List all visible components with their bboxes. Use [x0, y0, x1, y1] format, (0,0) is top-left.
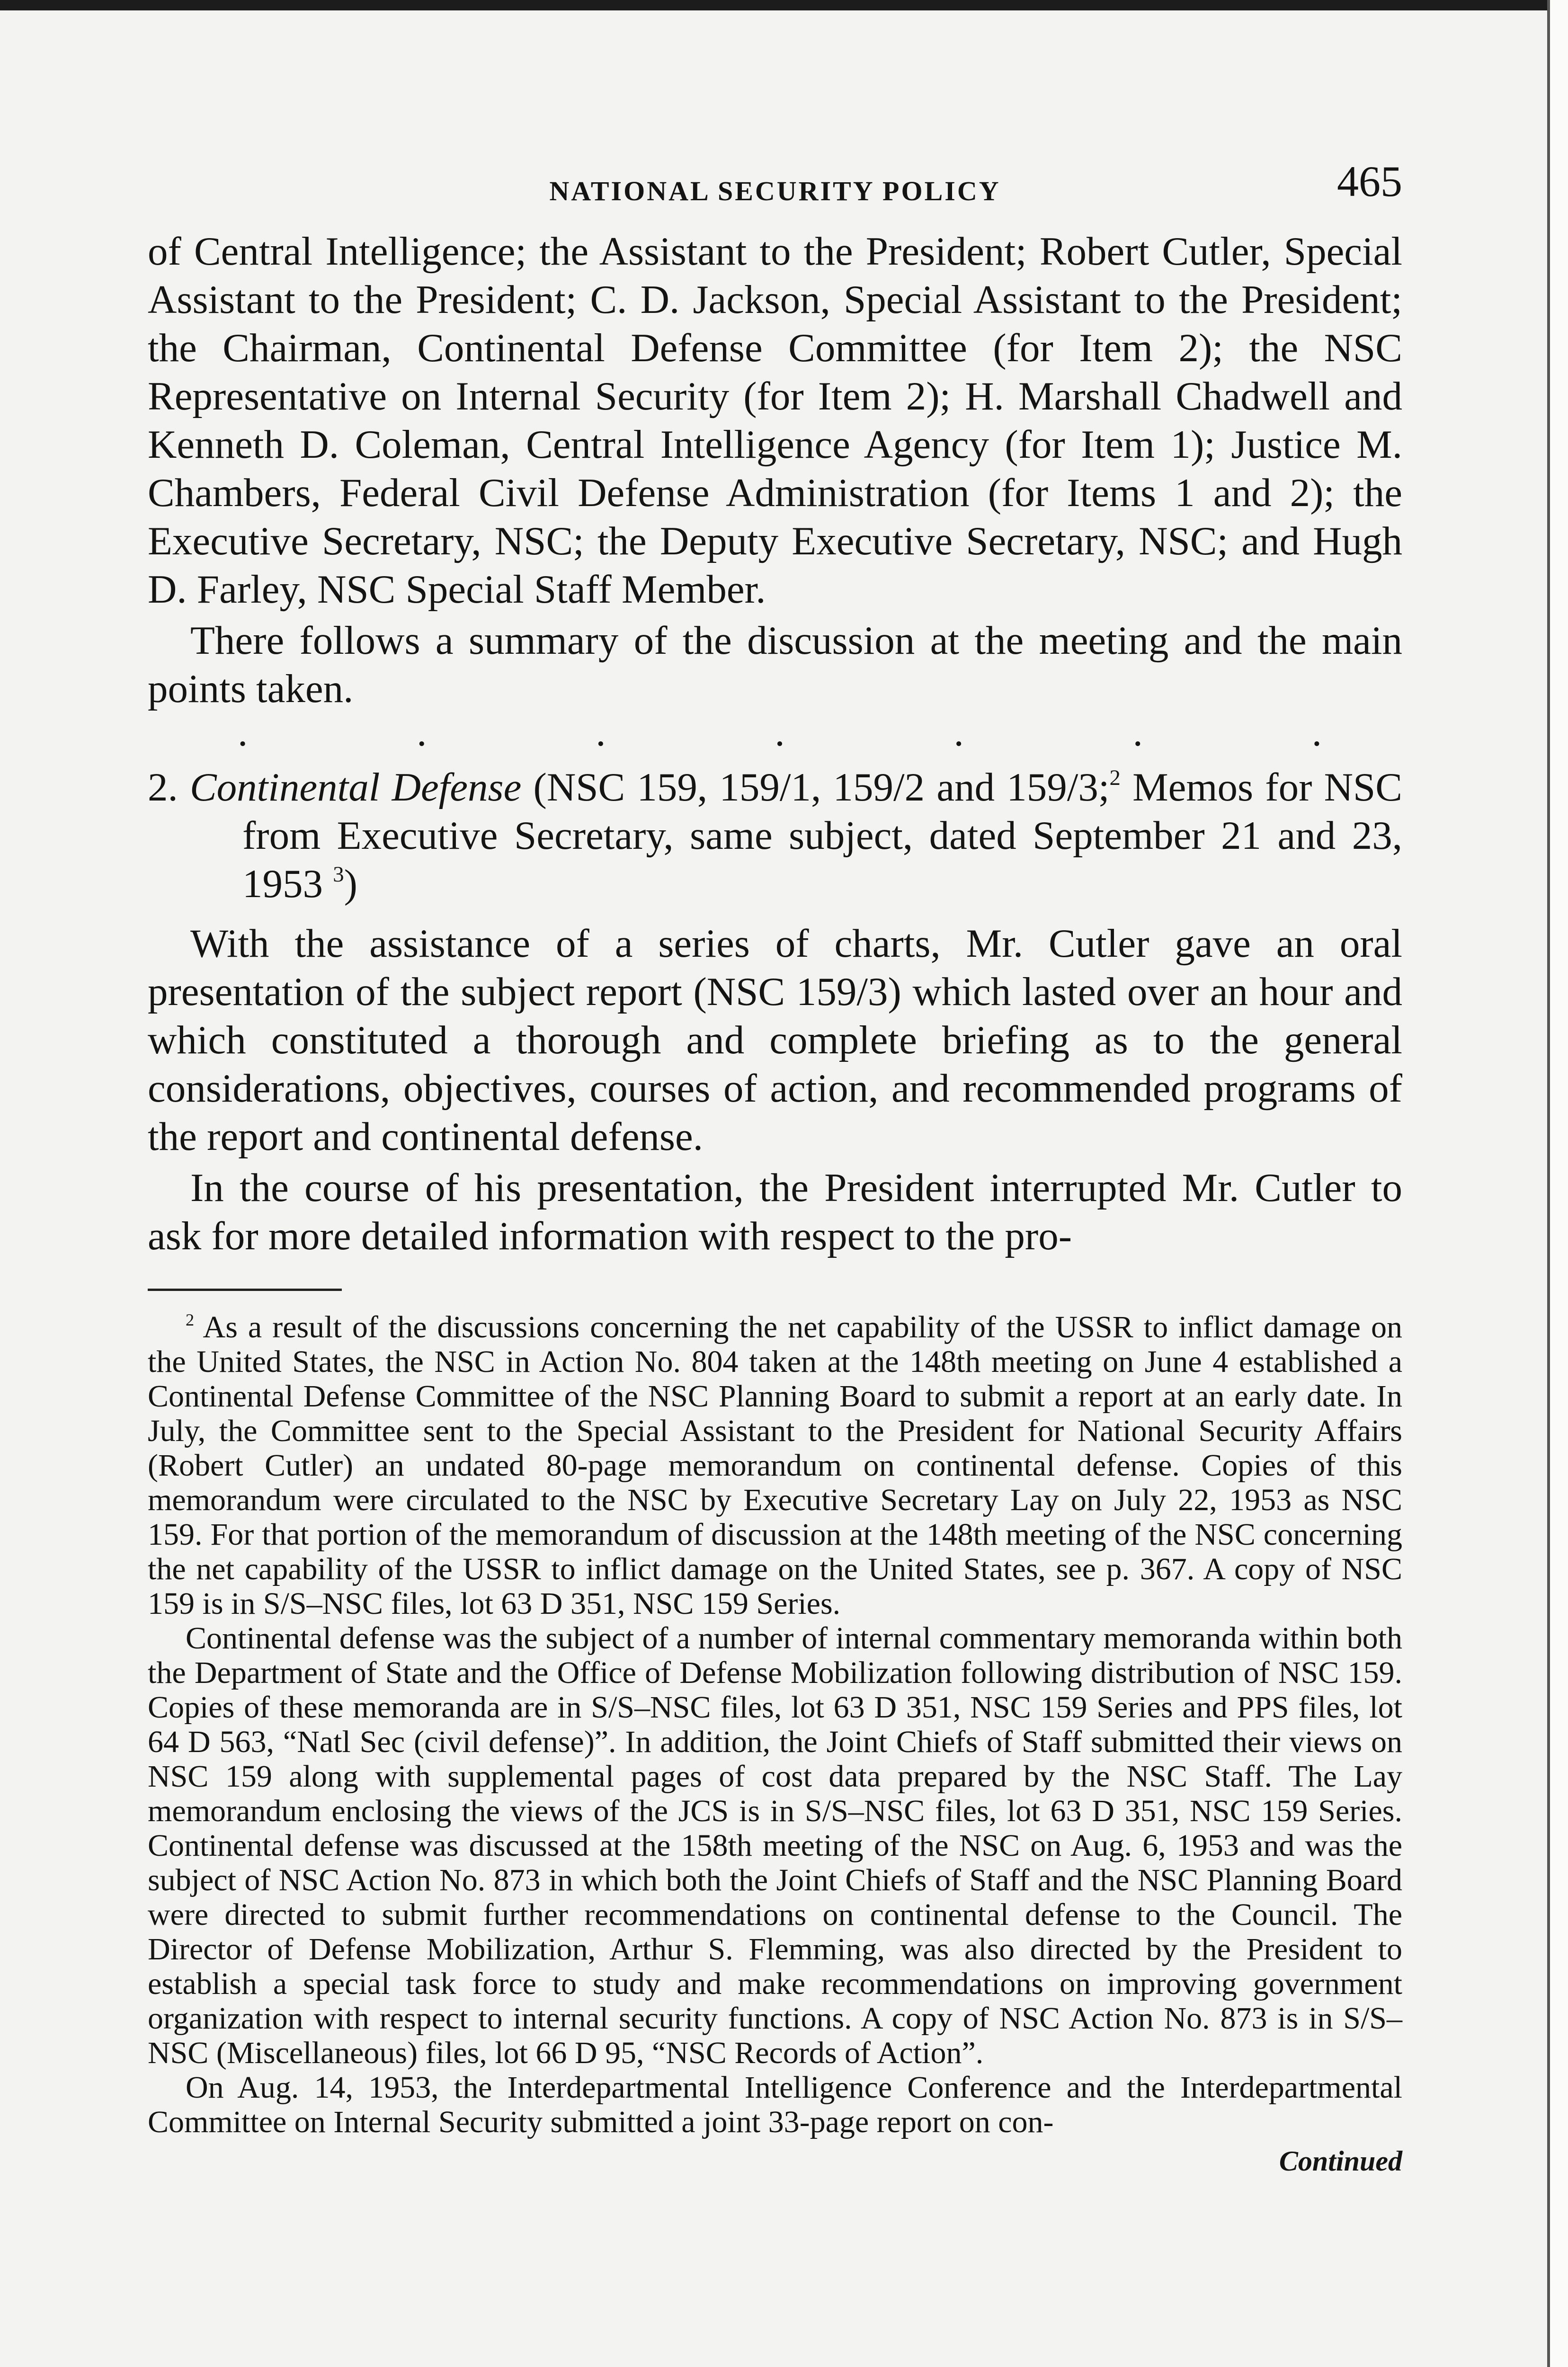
footnote-divider — [148, 1289, 342, 1291]
ellipsis-dot: . — [953, 710, 964, 755]
running-title: NATIONAL SECURITY POLICY — [549, 176, 1001, 206]
footnote-marker: 2 — [186, 1310, 195, 1329]
paragraph-attendees: of Central Intelligence; the Assistant to the President; Robert Cutler, Special Assistant to the President; C. D. Jackson, Special Assistant to the President; the Chairman, Continental Defense Committee (for Item 2); the NSC Representative on Internal Security (for Item 2); H. Marshall Chadwell and Kenneth D. Coleman, Central Intelligence Agency (for Item 1); Justice M. Chambers, Federal Civil Defense Administration (for Items 1 and 2); the Executive Secretary, NSC; the Deputy Executive Secretary, NSC; and Hugh D. Farley, NSC Special Staff Member. — [148, 229, 1402, 612]
ellipsis-dot: . — [1132, 710, 1143, 755]
footnote-2 — [148, 1310, 1402, 1621]
item-title: Continental Defense — [189, 765, 522, 810]
paragraph-presentation: With the assistance of a series of charts, Mr. Cutler gave an oral presentation of the subject report (NSC 159/3) which lasted over an hour and which constituted a thorough and complete briefing as to the general considerations, objectives, courses of action, and recommended programs of the report and continental defense. — [148, 921, 1402, 1159]
footnote-ref[interactable]: 2 — [1109, 765, 1121, 791]
footnotes — [148, 1310, 1402, 2179]
page-number: 465 — [1337, 157, 1402, 205]
footnote-text: As a result of the discussions concerning the net capability of the USSR to inflict damage on the United States, the NSC in Action No. 804 taken at the 148th meeting on June 4 established a Continental Defense Committee of the NSC Planning Board to submit a report at an early date. In July, the Committee sent to the Special Assistant to the President for National Security Affairs (Robert Cutler) an undated 80-page memorandum on continental defense. Copies of this memorandum were circulated to the NSC by Executive Secretary Lay on July 22, 1953 as NSC 159. For that portion of the memorandum of discussion at the 148th meeting of the NSC concerning the net capability of the USSR to inflict damage on the United States, see p. 367. A copy of NSC 159 is in S/S–NSC files, lot 63 D 351, NSC 159 Series. — [148, 1310, 1402, 1621]
continued-label: Continued — [1279, 2145, 1402, 2177]
paragraph-president-question: In the course of his presentation, the President interrupted Mr. Cutler to ask for more detailed information with respect to the pro- — [148, 1166, 1402, 1258]
page-edge — [1547, 0, 1568, 2367]
ellipsis-dot: . — [238, 710, 248, 755]
ellipsis-dot: . — [1311, 710, 1322, 755]
body-text — [148, 227, 1402, 1260]
document-page — [148, 156, 1402, 2179]
ellipsis-dot: . — [775, 710, 785, 755]
ellipsis-dot: . — [596, 710, 606, 755]
top-edge-rule — [0, 0, 1568, 10]
running-header — [148, 156, 1402, 227]
ellipsis-dot: . — [417, 710, 427, 755]
omission-ellipsis — [148, 710, 1402, 755]
footnote-ref[interactable]: 3 — [333, 862, 344, 887]
item-text: ) — [344, 862, 357, 906]
agenda-item-2 — [148, 763, 1402, 908]
paragraph-summary-intro: There follows a summary of the discussion at the meeting and the main points taken. — [148, 618, 1402, 711]
item-text: (NSC 159, 159/1, 159/2 and 159/3; — [521, 765, 1110, 810]
item-text: Memos for NSC from Executive Secretary, same subject, dated September 21 and 23, 1953 — [242, 765, 1402, 906]
footnote-2-continuation: Continental defense was the subject of a number of internal commentary memoranda within both the Department of State and the Office of Defense Mobilization following distribution of NSC 159. Copies of these memoranda are in S/S–NSC files, lot 63 D 351, NSC 159 Series and PPS files, lot 64 D 563, “Natl Sec (civil defense)”. In addition, the Joint Chiefs of Staff submitted their views on NSC 159 along with supplemental pages of cost data prepared by the NSC Staff. The Lay memorandum enclosing the views of the JCS is in S/S–NSC files, lot 63 D 351, NSC 159 Series. Continental defense was discussed at the 158th meeting of the NSC on Aug. 6, 1953 and was the subject of NSC Action No. 873 in which both the Joint Chiefs of Staff and the NSC Planning Board were directed to submit further recommendations on continental defense to the Council. The Director of Defense Mobilization, Arthur S. Flemming, was also directed by the President to establish a special task force to study and make recommendations on improving government organization with respect to internal security functions. A copy of NSC Action No. 873 is in S/S–NSC (Miscellaneous) files, lot 66 D 95, “NSC Records of Action”. — [148, 1621, 1402, 2070]
item-number: 2. — [148, 765, 178, 810]
footnote-2-continuation: On Aug. 14, 1953, the Interdepartmental Intelligence Conference and the Interdepartmental Committee on Internal Security submitted a joint 33-page report on con- — [148, 2070, 1402, 2139]
